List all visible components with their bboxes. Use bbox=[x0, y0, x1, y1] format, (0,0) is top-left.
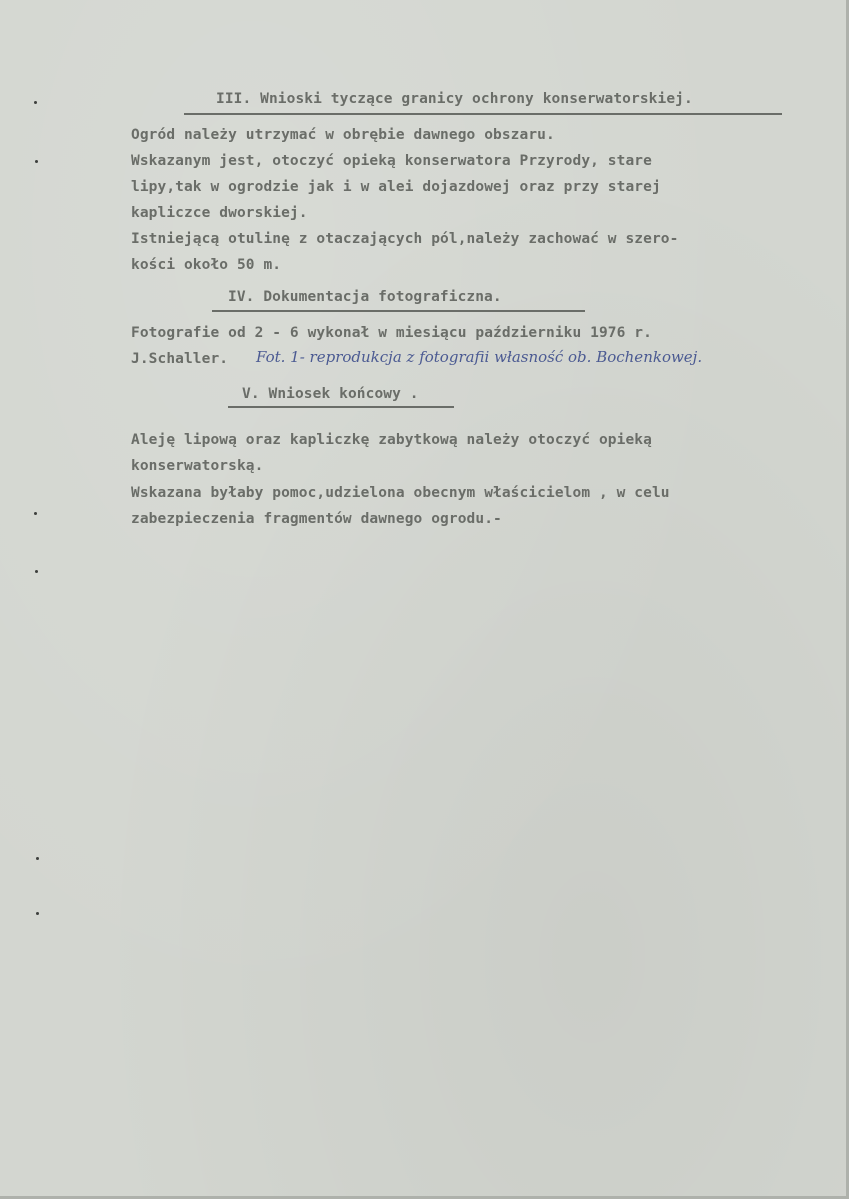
section-5-heading-rule bbox=[228, 406, 454, 408]
section-5-line: Aleję lipową oraz kapliczkę zabytkową należy otoczyć opieką bbox=[131, 432, 652, 448]
section-4-heading-rule bbox=[212, 310, 585, 312]
margin-mark bbox=[34, 101, 37, 104]
section-3-line: Ogród należy utrzymać w obrębie dawnego obszaru. bbox=[131, 127, 555, 143]
section-3-heading-rule bbox=[184, 113, 782, 115]
section-5-line: zabezpieczenia fragmentów dawnego ogrodu.- bbox=[131, 511, 502, 527]
section-4-heading: IV. Dokumentacja fotograficzna. bbox=[228, 289, 502, 305]
section-3-line: kości około 50 m. bbox=[131, 257, 282, 273]
section-3-line: Istniejącą otulinę z otaczających pól,należy zachować w szero- bbox=[131, 231, 679, 247]
section-3-line: lipy,tak w ogrodzie jak i w alei dojazdowej oraz przy starej bbox=[131, 179, 661, 195]
section-3-line: kapliczce dworskiej. bbox=[131, 205, 308, 221]
margin-mark bbox=[36, 857, 39, 860]
section-4-line: Fotografie od 2 - 6 wykonał w miesiącu październiku 1976 r. bbox=[131, 325, 652, 341]
margin-mark bbox=[35, 570, 38, 573]
section-5-line: konserwatorską. bbox=[131, 458, 264, 474]
handwritten-note: Fot. 1- reprodukcja z fotografii własność ob. Bochenkowej. bbox=[256, 348, 703, 366]
section-5-heading: V. Wniosek końcowy . bbox=[242, 386, 419, 402]
margin-mark bbox=[36, 912, 39, 915]
section-3-heading: III. Wnioski tyczące granicy ochrony konserwatorskiej. bbox=[216, 91, 693, 107]
margin-mark bbox=[35, 160, 38, 163]
section-3-line: Wskazanym jest, otoczyć opieką konserwatora Przyrody, stare bbox=[131, 153, 652, 169]
margin-mark bbox=[34, 512, 37, 515]
section-5-line: Wskazana byłaby pomoc,udzielona obecnym właścicielom , w celu bbox=[131, 485, 670, 501]
section-4-author: J.Schaller. bbox=[131, 351, 229, 367]
